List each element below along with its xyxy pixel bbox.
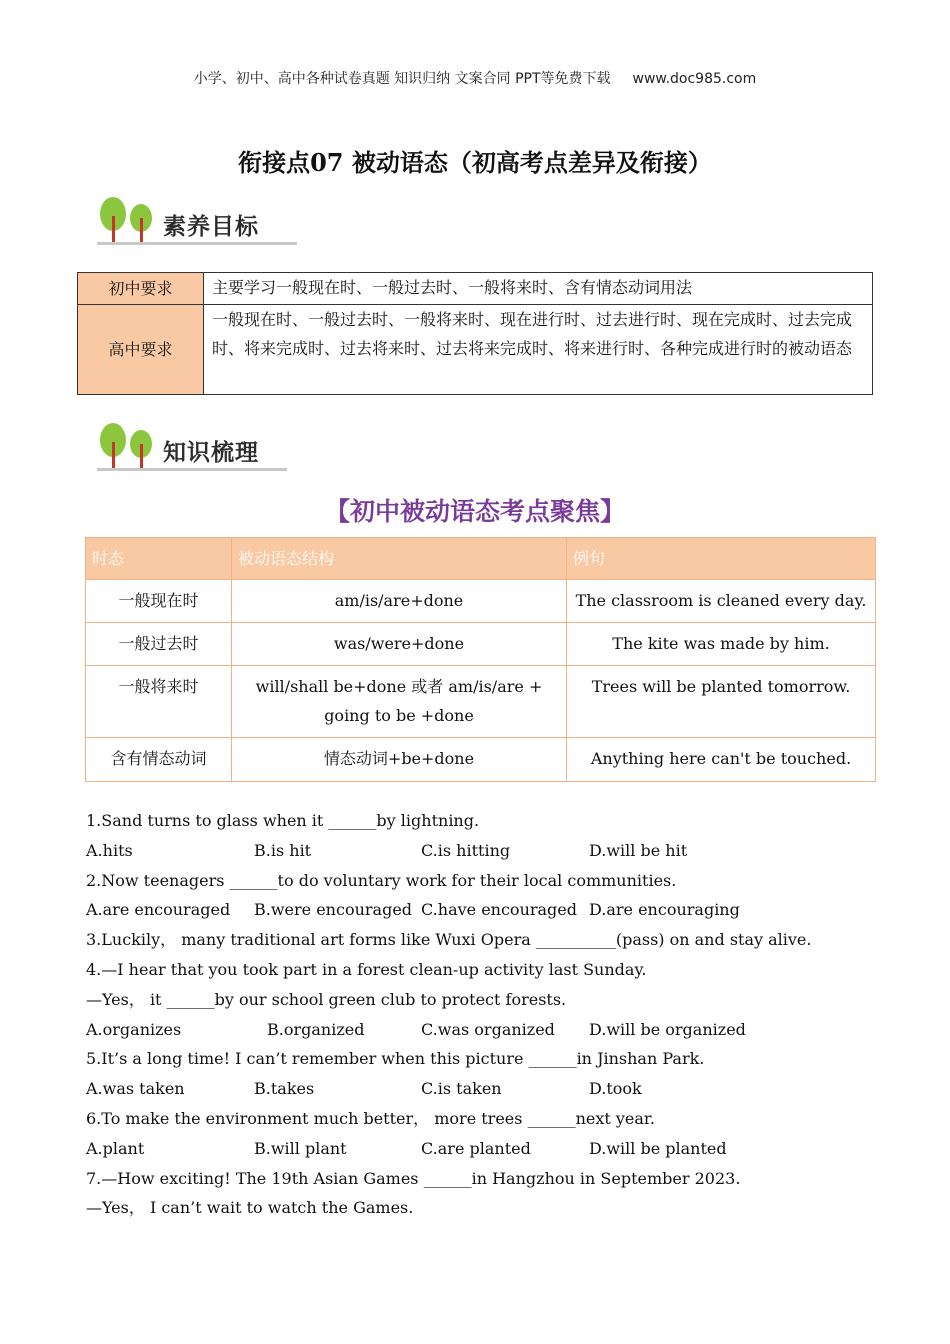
option: A.plant <box>86 1138 145 1158</box>
option: B.will plant <box>254 1138 347 1158</box>
table-row <box>78 273 873 305</box>
question-options <box>86 836 886 866</box>
table-row <box>86 623 876 666</box>
option: B.were encouraged <box>254 900 413 920</box>
header-text: 小学、初中、高中各种试卷真题 知识归纳 文案合同 PPT等免费下载 <box>193 71 611 87</box>
page-title: 衔接点07 被动语态（初高考点差异及衔接） <box>238 148 712 177</box>
question-options <box>86 895 886 925</box>
goals-table <box>77 272 873 395</box>
option: D.will be hit <box>589 840 688 860</box>
column-header: 例句 <box>567 538 876 580</box>
table-row <box>86 580 876 623</box>
question-stem: 6.To make the environment much better， more trees ______next year. <box>86 1108 655 1128</box>
table-cell: 一般现在时 <box>86 580 232 623</box>
tree-icon <box>97 422 157 472</box>
question-stem: 4.—I hear that you took part in a forest clean-up activity last Sunday. <box>86 959 647 979</box>
option: C.are planted <box>421 1138 531 1158</box>
table-cell: am/is/are+done <box>232 580 567 623</box>
table-cell: 情态动词+be+done <box>232 738 567 782</box>
table-cell: The classroom is cleaned every day. <box>567 580 876 623</box>
section-heading-knowledge <box>97 418 297 478</box>
tree-icon <box>97 196 157 246</box>
option: D.are encouraging <box>589 900 740 920</box>
option: C.was organized <box>421 1019 555 1039</box>
section-heading-goals <box>97 192 297 252</box>
subtitle: 【初中被动语态考点聚焦】 <box>324 497 625 526</box>
question-stem-reply: —Yes， it ______by our school green club to protect forests. <box>86 989 567 1009</box>
table-row <box>78 305 873 395</box>
table-cell: 一般将来时 <box>86 666 232 738</box>
question-options <box>86 1015 886 1045</box>
table-cell: was/were+done <box>232 623 567 666</box>
section-label: 素养目标 <box>163 214 259 240</box>
page-header <box>0 68 950 88</box>
junior-label: 初中要求 <box>78 273 204 305</box>
question-stem-reply: —Yes， I can’t wait to watch the Games. <box>86 1198 414 1218</box>
question-stem: 5.It’s a long time! I can’t remember when this picture ______in Jinshan Park. <box>86 1049 705 1069</box>
option: A.organizes <box>86 1019 182 1039</box>
table-cell: will/shall be+done 或者 am/is/are + going to be +done <box>232 666 567 738</box>
question-stem: 1.Sand turns to glass when it ______by lightning. <box>86 811 480 830</box>
option: B.is hit <box>254 840 312 860</box>
table-header-row <box>86 538 876 580</box>
table-cell: Trees will be planted tomorrow. <box>567 666 876 738</box>
question-options <box>86 1074 886 1104</box>
table-cell: 一般过去时 <box>86 623 232 666</box>
question-stem: 7.—How exciting! The 19th Asian Games ______in Hangzhou in September 2023. <box>86 1168 741 1188</box>
header-site: www.doc985.com <box>632 71 757 87</box>
table-cell: The kite was made by him. <box>567 623 876 666</box>
question-stem: 2.Now teenagers ______to do voluntary work for their local communities. <box>86 870 677 890</box>
passive-voice-table <box>85 537 876 782</box>
option: A.was taken <box>86 1079 185 1099</box>
option: B.takes <box>254 1079 315 1099</box>
question-options <box>86 1134 886 1164</box>
option: B.organized <box>267 1019 365 1039</box>
column-header: 被动语态结构 <box>232 538 567 580</box>
table-row <box>86 738 876 782</box>
question-stem: 3.Luckily， many traditional art forms like Wuxi Opera __________(pass) on and stay alive. <box>86 930 812 950</box>
senior-label: 高中要求 <box>78 305 204 395</box>
option: A.hits <box>86 840 133 860</box>
option: C.is hitting <box>421 840 511 860</box>
table-cell: Anything here can't be touched. <box>567 738 876 782</box>
option: D.will be planted <box>589 1138 727 1158</box>
option: D.took <box>589 1079 642 1099</box>
column-header: 时态 <box>86 538 232 580</box>
option: C.is taken <box>421 1079 502 1099</box>
divider <box>97 242 297 245</box>
junior-content: 主要学习一般现在时、一般过去时、一般将来时、含有情态动词用法 <box>204 273 873 305</box>
question-list <box>86 806 886 1223</box>
table-cell: 含有情态动词 <box>86 738 232 782</box>
table-row <box>86 666 876 738</box>
option: D.will be organized <box>589 1019 746 1039</box>
option: A.are encouraged <box>86 900 231 920</box>
section-label: 知识梳理 <box>163 440 259 466</box>
divider <box>97 468 287 471</box>
senior-content: 一般现在时、一般过去时、一般将来时、现在进行时、过去进行时、现在完成时、过去完成时、将来完成时、过去将来时、过去将来完成时、将来进行时、各种完成进行时的被动语态 <box>204 305 873 395</box>
option: C.have encouraged <box>421 900 578 920</box>
